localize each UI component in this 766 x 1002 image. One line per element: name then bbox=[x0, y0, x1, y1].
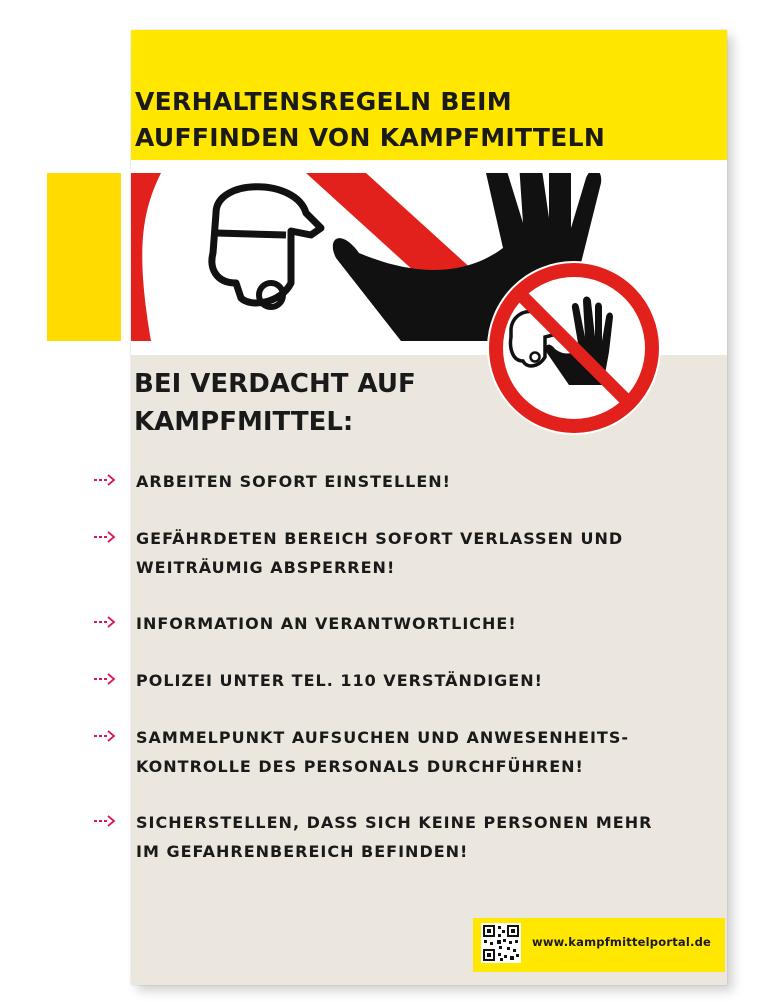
rule-text-line: POLIZEI UNTER TEL. 110 VERSTÄNDIGEN! bbox=[136, 671, 543, 690]
rule-text-line: SAMMELPUNKT AUFSUCHEN UND ANWESENHEITS- bbox=[136, 728, 629, 747]
prohibition-sign-icon bbox=[483, 257, 665, 439]
subheading bbox=[134, 365, 416, 441]
qr-code-icon[interactable] bbox=[481, 923, 521, 963]
poster-title bbox=[135, 84, 695, 156]
website-link[interactable]: www.kampfmittelportal.de bbox=[532, 935, 711, 949]
poster-title-line-2: AUFFINDEN VON KAMPFMITTELN bbox=[135, 123, 606, 152]
arrow-bullet-icon bbox=[94, 473, 116, 487]
subheading-line-1: BEI VERDACHT AUF bbox=[134, 369, 416, 399]
arrow-bullet-icon bbox=[94, 729, 116, 743]
header-band bbox=[131, 30, 727, 160]
arrow-bullet-icon bbox=[94, 615, 116, 629]
poster-title-line-1: VERHALTENSREGELN BEIM bbox=[135, 87, 512, 116]
rule-text-line: WEITRÄUMIG ABSPERREN! bbox=[136, 558, 396, 577]
subheading-line-2: KAMPFMITTEL: bbox=[134, 407, 354, 437]
arrow-bullet-icon bbox=[94, 530, 116, 544]
rule-text-line: ARBEITEN SOFORT EINSTELLEN! bbox=[136, 472, 451, 491]
rule-text-line: IM GEFAHRENBEREICH BEFINDEN! bbox=[136, 842, 469, 861]
arrow-bullet-icon bbox=[94, 814, 116, 828]
rule-text-line: KONTROLLE DES PERSONALS DURCHFÜHREN! bbox=[136, 757, 584, 776]
rule-text-line: GEFÄHRDETEN BEREICH SOFORT VERLASSEN UND bbox=[136, 529, 624, 548]
poster-body-background bbox=[131, 355, 727, 985]
rule-text-line: INFORMATION AN VERANTWORTLICHE! bbox=[136, 614, 517, 633]
arrow-bullet-icon bbox=[94, 672, 116, 686]
rule-text-line: SICHERSTELLEN, DASS SICH KEINE PERSONEN MEHR bbox=[136, 813, 653, 832]
side-yellow-block bbox=[47, 173, 121, 341]
